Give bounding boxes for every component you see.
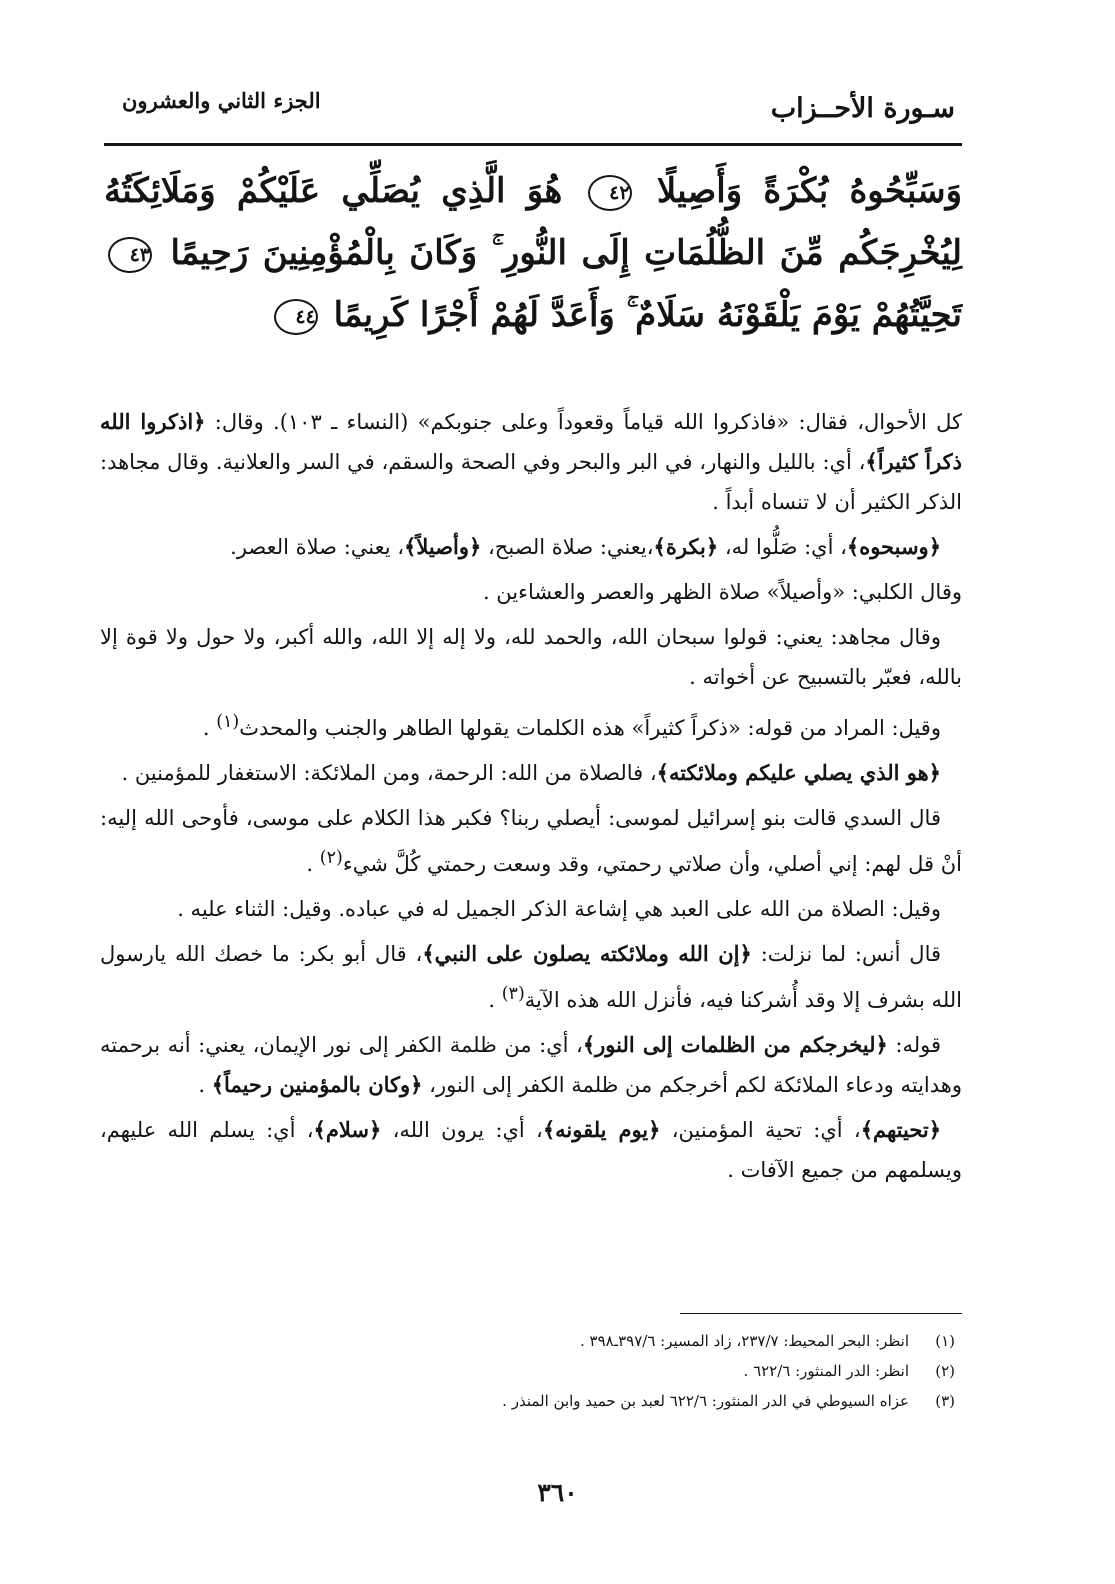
paragraph-text: وقيل: الصلاة من الله على العبد هي إشاعة الذكر الجميل له في عباده. وقيل: الثناء عليه . [177,897,941,921]
paragraph-text: ، أي: بالليل والنهار، في البر والبحر وفي الصحة والسقم، في السر والعلانية. وقال مجاهد: الذكر الكثير أن لا تنساه أبداً . [100,450,962,514]
paragraph-text: وقيل: المراد من قوله: «ذكراً كثيراً» هذه الكلمات يقولها الطاهر والجنب والمحدث [239,716,941,740]
commentary-body [100,402,962,1195]
paragraph-text: . [306,852,320,876]
verse-42-text: وَسَبِّحُوهُ بُكْرَةً وَأَصِيلًا [656,171,962,211]
paragraph [100,934,962,1020]
running-header-juz: الجزء الثاني والعشرون [122,88,321,113]
paragraph [100,1110,962,1190]
paragraph [100,527,962,567]
quoted-verse: ﴿يوم يلقونه﴾ [542,1117,661,1142]
verse-43-text: هُوَ الَّذِي يُصَلِّي عَلَيْكُمْ وَمَلَائِكَتُهُ لِيُخْرِجَكُم مِّنَ الظُّلُمَاتِ إِلَى النُّورِ ۚ وَكَانَ بِالْمُؤْمِنِينَ رَحِيمًا [104,171,963,273]
quoted-verse: ﴿وسبحوه﴾ [846,534,941,559]
paragraph [100,1025,962,1105]
quoted-verse: ﴿بكرة﴾ [653,534,719,559]
running-header-surah: سـورة الأحــزاب [770,93,955,124]
quoted-verse: ﴿اذكروا الله ذكراً كثيراً﴾ [100,409,962,474]
footnote-reference: (١) [216,712,240,732]
quoted-verse: ﴿إن الله وملائكته يصلون على النبي﴾ [422,941,752,966]
paragraph-text: قال أنس: لما نزلت: [751,942,941,966]
paragraph-text: . [488,988,502,1012]
footnote-reference: (٣) [501,984,525,1004]
quoted-verse: ﴿تحيتهم﴾ [860,1117,942,1142]
paragraph-text: ، فالصلاة من الله: الرحمة، ومن الملائكة: الاستغفار للمؤمنين . [121,761,657,785]
quoted-verse: ﴿سلام﴾ [313,1117,382,1142]
quoted-verse: ﴿هو الذي يصلي عليكم وملائكته﴾ [656,760,941,785]
footnote-reference: (٢) [319,848,343,868]
footnote [195,1356,955,1386]
paragraph [100,572,962,612]
verse-44-number-marker: ٤٤ [274,299,318,335]
paragraph [100,889,962,929]
paragraph-text: ، أي: من ظلمة الكفر إلى نور الإيمان، يعني: أنه برحمته وهدايته ودعاء الملائكة لكم أخرجكم من ظلمة الكفر إلى النور، [100,1033,962,1097]
paragraph-text: قوله: [887,1033,941,1057]
paragraph-text: ، أي: يرون الله، [381,1118,543,1142]
paragraph-text: ، قال أبو بكر: ما خصك الله يارسول الله بشرف إلا وقد أُشركنا فيه، فأنزل الله هذه الآية [100,942,962,1012]
paragraph [100,798,962,884]
paragraph-text: قال السدي قالت بنو إسرائيل لموسى: أيصلي ربنا؟ فكبر هذا الكلام على موسى، فأوحى الله إليه: أنْ قل لهم: إني أصلي، وأن صلاتي رحمتي، وقد وسعت رحمتي كُلَّ شيء [100,806,962,876]
paragraph-text: . [198,1073,212,1097]
page-number: ٣٦٠ [537,1478,578,1507]
footnote-text: عزاه السيوطي في الدر المنثور: ٦٢٢/٦ لعبد بن حميد وابن المنذر . [502,1392,909,1410]
quoted-verse: ﴿وكان بالمؤمنين رحيماً﴾ [211,1072,423,1097]
quran-verses [104,160,962,346]
verse-42-number-marker: ٤٢ [588,175,632,211]
footnote-number: (٢) [935,1362,955,1380]
paragraph-text: وقال الكلبي: «وأصيلاً» صلاة الظهر والعصر والعشاءين . [482,580,962,604]
paragraph-text: ،يعني: صلاة الصبح، [481,535,654,559]
footnote-divider [680,1313,962,1314]
paragraph [100,702,962,748]
footnote [195,1386,955,1416]
paragraph [100,753,962,793]
verse-43-number-marker: ٤٣ [108,237,152,273]
paragraph-text: . [202,716,217,740]
paragraph-text: كل الأحوال، فقال: «فاذكروا الله قياماً وقعوداً وعلى جنوبكم» (النساء ـ ١٠٣). وقال: [205,410,963,434]
footnote-number: (٣) [935,1392,955,1410]
footnote-text: انظر: البحر المحيط: ٢٣٧/٧، زاد المسير: ٣٩٧/٦ـ٣٩٨ . [580,1332,909,1350]
quoted-verse: ﴿ليخرجكم من الظلمات إلى النور﴾ [582,1032,888,1057]
paragraph-text: ، أي: تحية المؤمنين، [660,1118,861,1142]
footnote-number: (١) [935,1332,955,1350]
footnotes [195,1326,955,1416]
paragraph [100,617,962,697]
paragraph-text: ، أي: يسلم الله عليهم، ويسلمهم من جميع الآفات . [100,1118,962,1182]
footnote [195,1326,955,1356]
paragraph-text: وقال مجاهد: يعني: قولوا سبحان الله، والحمد لله، ولا إله إلا الله، والله أكبر، ولا حول ولا قوة إلا بالله، فعبّر بالتسبيح عن أخواته . [100,625,962,689]
paragraph-text: ، يعني: صلاة العصر. [230,535,405,559]
paragraph-text: ، أي: صَلُّوا له، [718,535,847,559]
footnote-text: انظر: الدر المنثور: ٦٢٢/٦ . [743,1362,909,1380]
paragraph [100,402,962,522]
verse-44-text: تَحِيَّتُهُمْ يَوْمَ يَلْقَوْنَهُ سَلَامٌ ۚ وَأَعَدَّ لَهُمْ أَجْرًا كَرِيمًا [333,295,962,335]
quoted-verse: ﴿وأصيلاً﴾ [404,534,482,559]
header-divider [104,143,962,146]
